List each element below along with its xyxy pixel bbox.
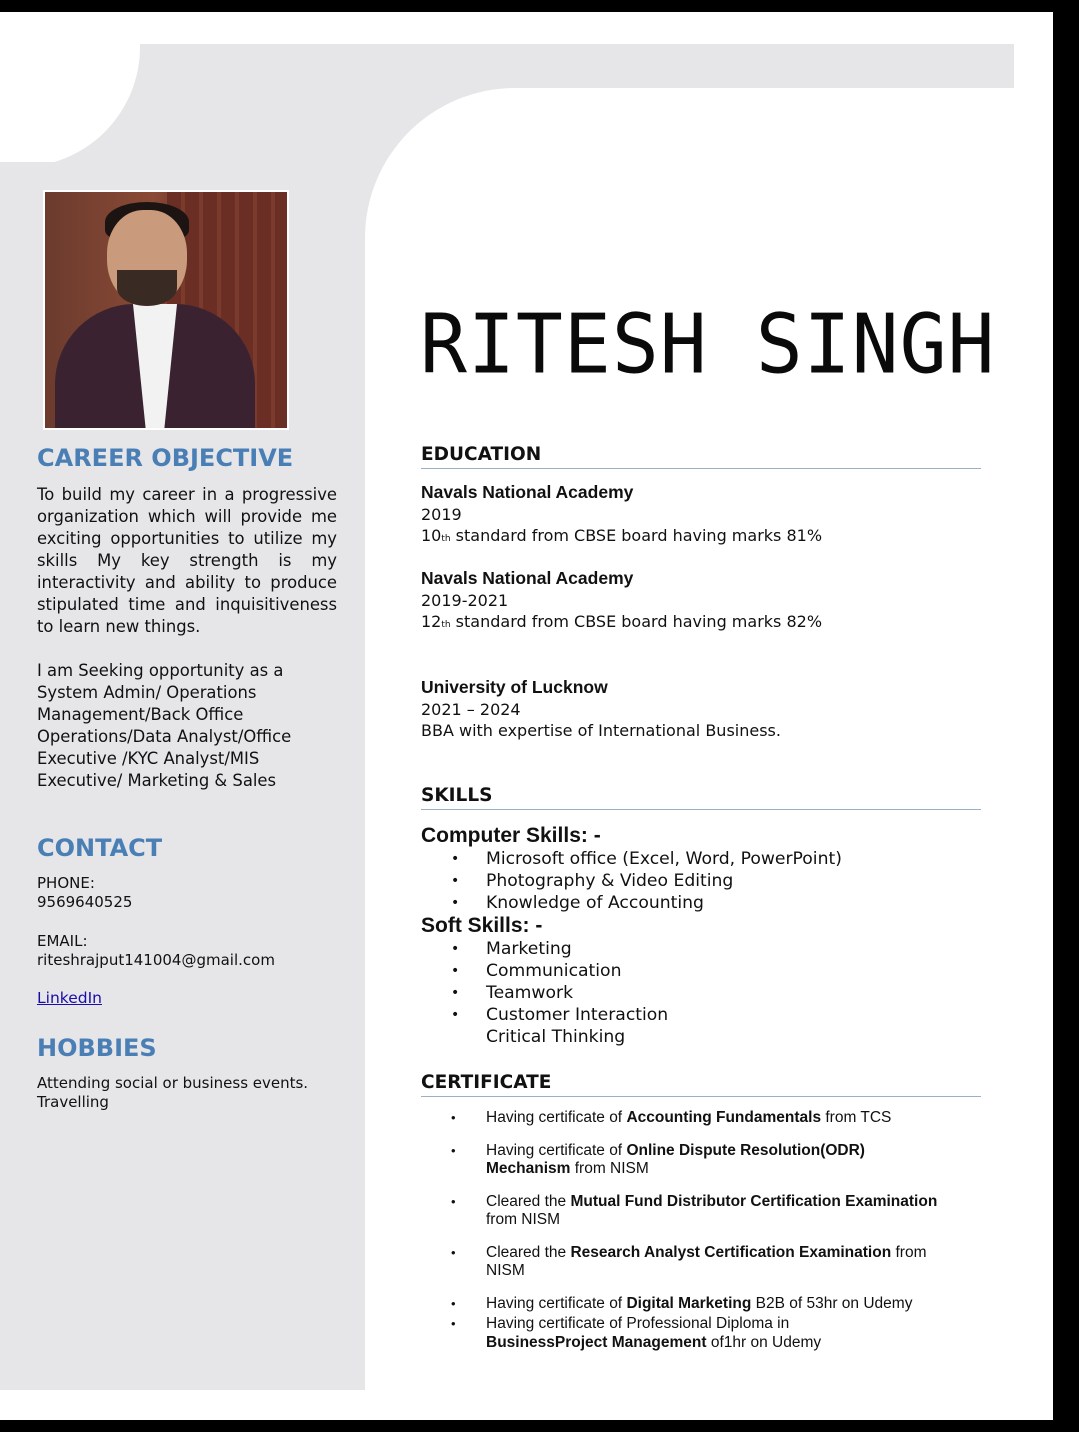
list-item: • Microsoft office (Excel, Word, PowerPoint) [451,849,842,869]
list-item: • Customer Interaction [451,1005,669,1025]
list-item: • Photography & Video Editing [451,871,734,891]
email-value[interactable]: riteshrajput141004@gmail.com [37,951,275,969]
profile-photo [43,190,289,430]
list-item: Critical Thinking [486,1027,626,1047]
education-item [421,568,981,637]
skills-section [421,824,981,1048]
resume-page [0,12,1053,1420]
list-item: • Teamwork [451,983,574,1003]
career-objective-heading: CAREER OBJECTIVE [37,444,294,472]
career-objective-text: To build my career in a progressive organization which will provide me exciting opportunities to utilize my skills My key strength is my interactivity and ability to produce stipulated time and inquisitiveness to learn new things. [37,485,337,636]
contact-section [37,834,337,1007]
certificate-item: • Cleared the Research Analyst Certification Examination from NISM [451,1243,927,1279]
phone-label: PHONE: [37,874,95,892]
certificate-item: • Having certificate of Professional Diploma in BusinessProject Management of1hr on Udemy [451,1315,822,1351]
career-objective-section [37,444,337,792]
list-item: • Knowledge of Accounting [451,893,704,913]
institution-name: University of Lucknow [421,677,608,697]
education-year: 2021 – 2024 [421,699,521,719]
computer-skills-heading: Computer Skills: - [421,824,601,847]
certificate-item: • Having certificate of Accounting Fundamentals from TCS [451,1109,892,1126]
institution-name: Navals National Academy [421,482,634,502]
education-item [421,482,981,551]
linkedin-link[interactable]: LinkedIn [37,989,102,1007]
phone-value: 9569640525 [37,893,133,911]
hobby-item: Travelling [37,1093,109,1111]
institution-name: Navals National Academy [421,568,634,588]
hobby-item: Attending social or business events. [37,1074,309,1092]
education-heading: EDUCATION [421,444,981,469]
skills-heading: SKILLS [421,785,981,810]
computer-skills-list [421,848,981,914]
hobbies-heading: HOBBIES [37,1034,157,1062]
certificate-list [421,1109,981,1352]
seeking-opportunity-text: I am Seeking opportunity as a System Admin/ Operations Management/Back Office Operations/Data Analyst/Office Executive /KYC Analyst/MIS Executive/ Marketing & Sales [37,661,292,790]
education-item [421,677,981,742]
list-item: • Marketing [451,939,572,959]
soft-skills-list [421,938,981,1048]
soft-skills-heading: Soft Skills: - [421,914,543,937]
certificate-item: • Having certificate of Digital Marketing B2B of 53hr on Udemy [451,1294,913,1312]
education-year: 2019-2021 [421,590,509,610]
education-detail: 10th standard from CBSE board having marks 81% [421,526,823,545]
education-year: 2019 [421,504,462,524]
list-item: • Communication [451,961,622,981]
hobbies-section [37,1034,337,1112]
certificate-heading: CERTIFICATE [421,1072,981,1097]
candidate-name: RITESH SINGH [420,297,996,393]
certificate-item: • Having certificate of Online Dispute Resolution(ODR) Mechanism from NISM [451,1141,865,1177]
contact-heading: CONTACT [37,834,163,862]
email-label: EMAIL: [37,932,88,950]
certificate-item: • Cleared the Mutual Fund Distributor Certification Examination from NISM [451,1192,938,1228]
education-detail: 12th standard from CBSE board having marks 82% [421,612,823,631]
education-detail: BBA with expertise of International Business. [421,721,781,740]
